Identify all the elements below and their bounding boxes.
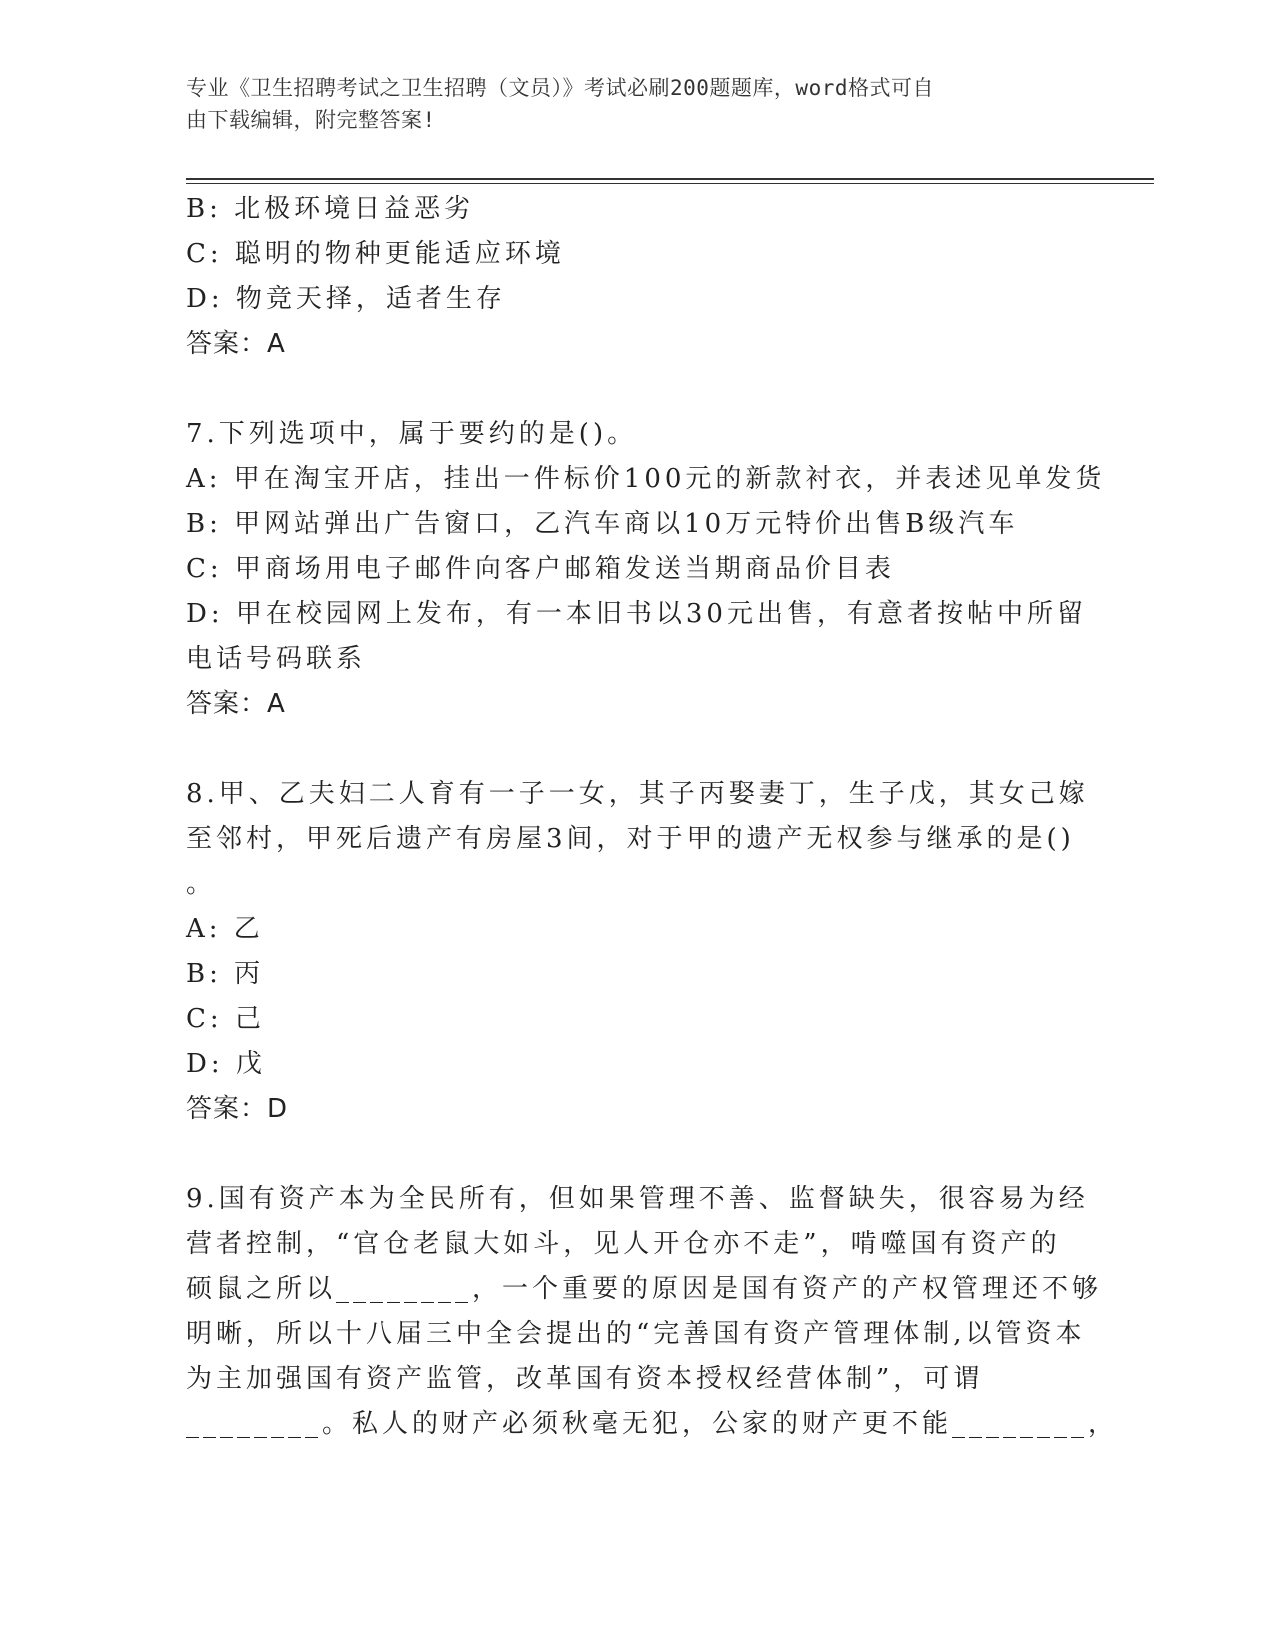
option-d: D: 甲在校园网上发布，有一本旧书以30元出售，有意者按帖中所留: [186, 599, 1087, 629]
header-rule-thick: [186, 178, 1154, 180]
question-stem-continued: 至邻村，甲死后遗产有房屋3间，对于甲的遗产无权参与继承的是(): [186, 824, 1075, 854]
option-d-continued: 电话号码联系: [186, 644, 367, 674]
question-stem-line-3: 硕鼠之所以________，一个重要的原因是国有资产的产权管理还不够: [186, 1274, 1103, 1304]
question-stem-line-2: 营者控制，“官仓老鼠大如斗，见人开仓亦不走”，啃噬国有资产的: [186, 1229, 1061, 1259]
question-stem: 9.国有资产本为全民所有，但如果管理不善、监督缺失，很容易为经: [186, 1184, 1089, 1214]
header-line-1: 专业《卫生招聘考试之卫生招聘（文员）》考试必刷200题题库，word格式可自: [186, 76, 934, 100]
option-c: C: 聪明的物种更能适应环境: [186, 239, 565, 269]
question-8: [186, 772, 1089, 1132]
question-stem-line-4: 明晰，所以十八届三中全会提出的“完善国有资产管理体制,以管资本: [186, 1319, 1086, 1349]
question-stem-line-5: 为主加强国有资产监管，改革国有资本授权经营体制”，可谓: [186, 1364, 984, 1394]
question-9: [186, 1177, 1119, 1447]
spacer: [186, 1132, 1086, 1177]
question-6: [186, 187, 1086, 367]
answer-line: 答案：A: [186, 329, 286, 359]
document-header: [186, 72, 1066, 136]
question-stem: 8.甲、乙夫妇二人育有一子一女，其子丙娶妻丁，生子戊，其女己嫁: [186, 779, 1089, 809]
option-b: B: 甲网站弹出广告窗口，乙汽车商以10万元特价出售B级汽车: [186, 509, 1019, 539]
option-c: C: 甲商场用电子邮件向客户邮箱发送当期商品价目表: [186, 554, 895, 584]
spacer: [186, 727, 1086, 772]
spacer: [186, 367, 1086, 412]
option-b: B: 北极环境日益恶劣: [186, 194, 475, 224]
option-a: A: 甲在淘宝开店，挂出一件标价100元的新款衬衣，并表述见单发货: [186, 464, 1106, 494]
question-stem: 7.下列选项中，属于要约的是()。: [186, 419, 638, 449]
answer-line: 答案：D: [186, 1094, 289, 1124]
option-d: D: 戊: [186, 1049, 266, 1079]
question-stem-end: 。: [186, 869, 217, 899]
option-d: D: 物竞天择，适者生存: [186, 284, 506, 314]
question-7: [186, 412, 1106, 727]
question-content: [186, 187, 1119, 1447]
question-stem-line-6: ________。私人的财产必须秋毫无犯，公家的财产更不能________，: [186, 1409, 1119, 1439]
header-rule-thin: [186, 183, 1154, 184]
header-line-2: 由下载编辑，附完整答案!: [186, 108, 436, 132]
option-c: C: 己: [186, 1004, 265, 1034]
answer-line: 答案：A: [186, 689, 286, 719]
option-a: A: 乙: [186, 914, 264, 944]
option-b: B: 丙: [186, 959, 265, 989]
